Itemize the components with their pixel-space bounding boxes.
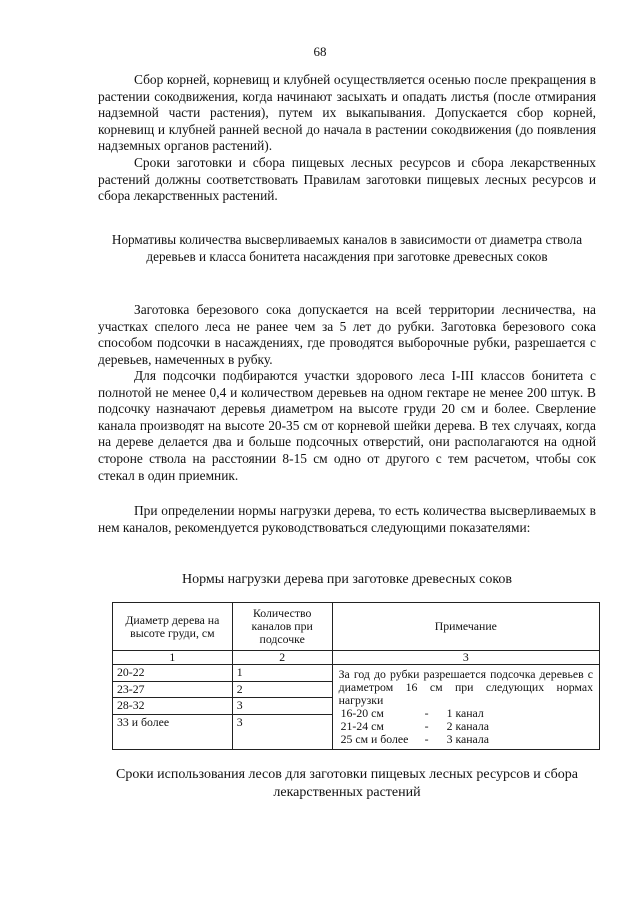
table-col-numbers-row (113, 651, 600, 665)
col-number: 1 (113, 651, 233, 665)
diameter-cell: 20-22 (113, 665, 233, 682)
paragraph-root-collection: Сбор корней, корневищ и клубней осуществляется осенью после прекращения в растении сокодвижения, когда начинают засыхать и опадать листья (после отмирания надземной части растения), путем их выкапывания. Допускается сбор корней, корневищ и клубней ранней весной до начала в растении сокодвижения (до появления надземных органов растений). (98, 72, 596, 154)
note-value: 3 канала (446, 732, 490, 746)
table-header-row (113, 603, 600, 651)
col-number: 3 (332, 651, 599, 665)
note-dash: - (424, 706, 429, 720)
note-intro: За год до рубки разрешается подсочка деревьев с диаметром 16 см при следующих нормах нагрузки (338, 667, 593, 707)
paragraph-tapping-selection: Для подсочки подбираются участки здорового леса I-III классов бонитета с полнотой не менее 0,4 и количеством деревьев на одном гектаре не менее 200 штук. В подсочку назначают деревья диаметром на высоте груди 20 см и более. Сверление канала производят на высоте 20-35 см от корневой шейки дерева. В тех случаях, когда на дереве делается два и больше подсочных отверстий, они располагаются на одной стороне ствола на расстоянии 8-15 см одно от другого с тем расчетом, чтобы сок стекал в один приемник. (98, 368, 596, 483)
channels-cell: 1 (232, 665, 332, 682)
note-value: 1 канал (446, 706, 484, 720)
table-row (113, 665, 600, 682)
diameter-cell: 28-32 (113, 698, 233, 715)
channels-cell: 3 (232, 715, 332, 750)
note-range: 21-24 см (340, 719, 384, 733)
paragraph-harvest-terms: Сроки заготовки и сбора пищевых лесных ресурсов и сбора лекарственных растений должны соответствовать Правилам заготовки пищевых лесных ресурсов и сбора лекарственных растений. (98, 155, 596, 204)
paragraph-birch-sap: Заготовка березового сока допускается на всей территории лесничества, на участках спелого леса не ранее чем за 5 лет до рубки. Заготовка березового сока способом подсочки в насаждениях, где проводятся выборочные рубки, разрешается с деревьев, намеченных в рубку. (98, 302, 596, 367)
header-channels: Количество каналов при подсочке (232, 603, 332, 651)
note-range: 25 см и более (340, 732, 409, 746)
table-title: Нормы нагрузки дерева при заготовке древесных соков (181, 572, 513, 587)
note-dash: - (424, 719, 429, 733)
paragraph-load-norms: При определении нормы нагрузки дерева, то есть количества высверливаемых в нем каналов, рекомендуется руководствоваться следующими показателями: (98, 503, 596, 535)
diameter-cell: 33 и более (113, 715, 233, 750)
col-number: 2 (232, 651, 332, 665)
channels-cell: 3 (232, 698, 332, 715)
note-dash: - (424, 732, 429, 746)
page-number: 68 (313, 44, 327, 59)
header-diameter: Диаметр дерева на высоте груди, см (113, 603, 233, 651)
load-norms-table (112, 602, 600, 750)
channels-cell: 2 (232, 681, 332, 698)
note-cell (332, 665, 599, 750)
header-note: Примечание (332, 603, 599, 651)
note-item (339, 733, 593, 746)
note-range: 16-20 см (340, 706, 384, 720)
section-heading: Нормативы количества высверливаемых каналов в зависимости от диаметра ствола деревьев и класса бонитета насаждения при заготовке древесных соков (111, 232, 583, 264)
note-value: 2 канала (446, 719, 490, 733)
bottom-heading: Сроки использования лесов для заготовки пищевых лесных ресурсов и сбора лекарственных растений (115, 767, 579, 800)
diameter-cell: 23-27 (113, 681, 233, 698)
